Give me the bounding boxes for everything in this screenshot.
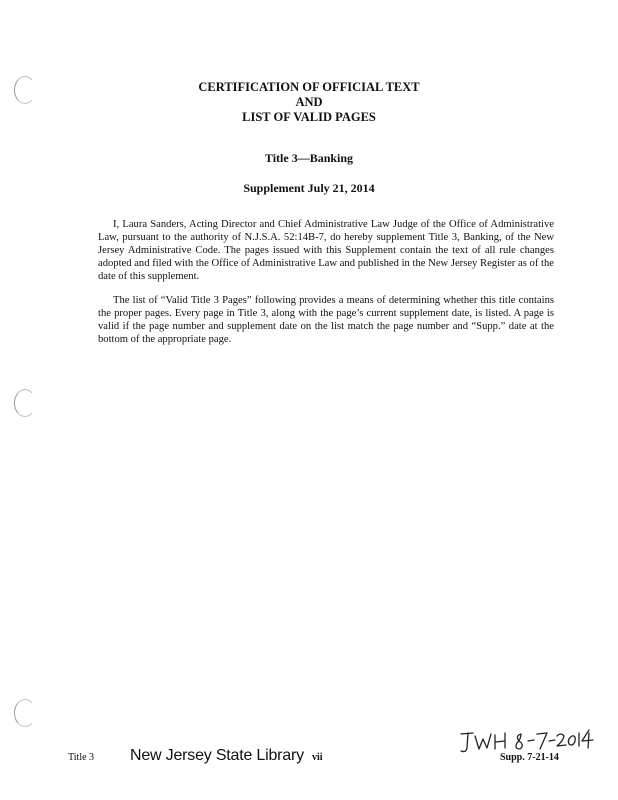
supplement-heading: Supplement July 21, 2014 bbox=[243, 181, 375, 195]
certification-heading bbox=[0, 80, 618, 125]
paragraph-text: The list of “Valid Title 3 Pages” following provides a means of determining whether this title contains the proper pages. Every page in Title 3, along with the page’s current supplement date, is listed. A page is valid if the page number and supplement date on the list match the page number and “Supp.” date at the bottom of the appropriate page. bbox=[98, 295, 554, 345]
paragraph-text: I, Laura Sanders, Acting Director and Chief Administrative Law Judge of the Office of Administrative Law, pursuant to the authority of N.J.S.A. 52:14B-7, do hereby supplement Title 3, Banking, of the New Jersey Administrative Code. The pages issued with this Supplement contain the text of all rule changes adopted and filed with the Office of Administrative Law and published in the New Jersey Register as of the date of this supplement. bbox=[98, 219, 554, 282]
certification-line-3: LIST OF VALID PAGES bbox=[242, 110, 376, 124]
title-heading: Title 3—Banking bbox=[264, 151, 354, 165]
certification-line-1: CERTIFICATION OF OFFICIAL TEXT bbox=[198, 80, 420, 94]
library-stamp: New Jersey State Library bbox=[130, 747, 304, 764]
footer-title: Title 3 bbox=[68, 752, 95, 763]
certification-paragraph bbox=[98, 218, 554, 283]
footer-supplement-date: Supp. 7-21-14 bbox=[500, 752, 559, 763]
punch-hole-middle bbox=[14, 389, 36, 417]
footer-page-number: vii bbox=[312, 752, 323, 763]
certification-line-2: AND bbox=[295, 95, 323, 109]
valid-pages-paragraph bbox=[98, 294, 554, 346]
punch-hole-bottom bbox=[14, 699, 36, 727]
